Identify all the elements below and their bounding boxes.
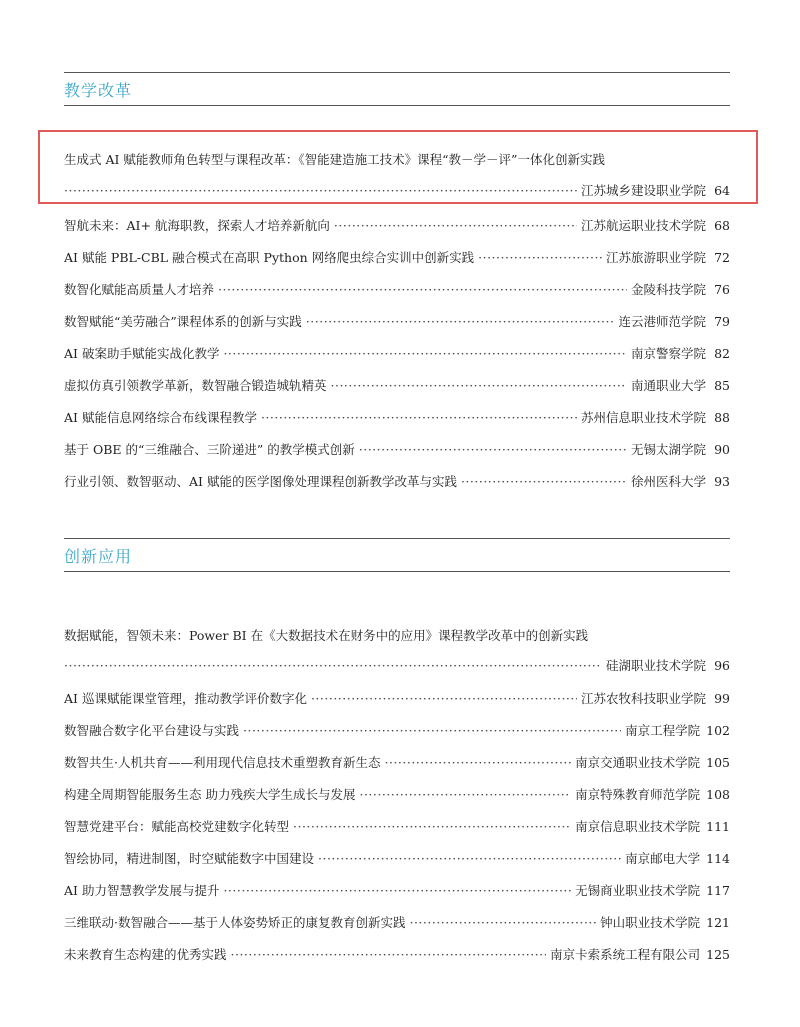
toc-entry-title: AI 助力智慧教学发展与提升 xyxy=(64,883,220,898)
toc-entry[interactable] xyxy=(64,785,730,805)
toc-entry-page: 88 xyxy=(714,410,730,425)
toc-entry[interactable] xyxy=(64,248,730,268)
section-rule xyxy=(64,538,730,539)
toc-entry-page: 108 xyxy=(706,787,730,802)
toc-entry-institution: 江苏旅游职业学院 xyxy=(605,250,706,265)
toc-entry-institution: 江苏城乡建设职业学院 xyxy=(580,183,706,198)
toc-entry[interactable] xyxy=(64,472,730,492)
toc-entry-title: 数智融合数字化平台建设与实践 xyxy=(64,723,240,738)
toc-entry-institution: 苏州信息职业技术学院 xyxy=(580,410,706,425)
toc-entry[interactable] xyxy=(64,344,730,364)
dot-leader xyxy=(64,658,602,673)
toc-entry-institution: 硅湖职业技术学院 xyxy=(605,658,706,673)
toc-entry[interactable] xyxy=(64,376,730,396)
toc-entry-institution: 徐州医科大学 xyxy=(630,474,706,489)
dot-leader xyxy=(243,723,621,738)
dot-leader xyxy=(223,346,627,361)
toc-entry-title: 数智赋能“美劳融合”课程体系的创新与实践 xyxy=(64,314,302,329)
dot-leader xyxy=(223,883,571,898)
section-title: 教学改革 xyxy=(64,81,133,100)
toc-entry-title: 智慧党建平台：赋能高校党建数字化转型 xyxy=(64,819,290,834)
toc-entry-page: 125 xyxy=(706,947,730,962)
toc-entry-institution: 南京工程学院 xyxy=(625,723,701,738)
toc-entry-page: 96 xyxy=(714,658,730,673)
toc-entry-title: 三维联动·数智融合——基于人体姿势矫正的康复教育创新实践 xyxy=(64,915,406,930)
toc-entry[interactable] xyxy=(64,656,730,676)
toc-entry-page: 64 xyxy=(714,183,730,198)
toc-entry[interactable] xyxy=(64,913,730,933)
toc-entry-page: 111 xyxy=(706,819,730,834)
toc-entry-page: 105 xyxy=(706,755,730,770)
toc-entry-title: 未来教育生态构建的优秀实践 xyxy=(64,947,227,962)
toc-entry[interactable] xyxy=(64,408,730,428)
toc-entry-title: 智绘协同，精进制图，时空赋能数字中国建设 xyxy=(64,851,315,866)
toc-entry-title: AI 破案助手赋能实战化教学 xyxy=(64,346,220,361)
section-title: 创新应用 xyxy=(64,547,133,566)
toc-entry-institution: 南京特殊教育师范学院 xyxy=(575,787,701,802)
toc-entry-page: 93 xyxy=(714,474,730,489)
toc-entry-page: 114 xyxy=(706,851,730,866)
dot-leader xyxy=(218,282,627,297)
toc-entry-institution: 南京交通职业技术学院 xyxy=(575,755,701,770)
toc-entry-title[interactable]: 生成式 AI 赋能教师角色转型与课程改革：《智能建造施工技术》课程“教－学－评”一体化创新实践 xyxy=(64,152,605,167)
toc-entry[interactable] xyxy=(64,881,730,901)
toc-entry-institution: 南通职业大学 xyxy=(630,378,706,393)
toc-entry-institution: 南京卡索系统工程有限公司 xyxy=(550,947,701,962)
dot-leader xyxy=(306,314,615,329)
toc-entry-title: AI 赋能信息网络综合布线课程教学 xyxy=(64,410,257,425)
dot-leader xyxy=(293,819,571,834)
toc-entry[interactable] xyxy=(64,440,730,460)
toc-entry[interactable] xyxy=(64,216,730,236)
toc-entry-page: 68 xyxy=(714,218,730,233)
toc-entry[interactable] xyxy=(64,945,730,965)
toc-entry-page: 117 xyxy=(706,883,730,898)
toc-entry-institution: 江苏农牧科技职业学院 xyxy=(580,691,706,706)
dot-leader xyxy=(384,755,571,770)
toc-entry-institution: 南京警察学院 xyxy=(630,346,706,361)
toc-entry-page: 72 xyxy=(714,250,730,265)
toc-entry-institution: 无锡商业职业技术学院 xyxy=(575,883,701,898)
dot-leader xyxy=(64,183,577,198)
toc-entry-title: 行业引领、数智驱动、AI 赋能的医学图像处理课程创新教学改革与实践 xyxy=(64,474,457,489)
toc-entry-page: 121 xyxy=(706,915,730,930)
toc-entry[interactable] xyxy=(64,721,730,741)
dot-leader xyxy=(331,378,627,393)
toc-entry[interactable] xyxy=(64,817,730,837)
toc-entry-institution: 钟山职业技术学院 xyxy=(600,915,701,930)
toc-entry-institution: 连云港师范学院 xyxy=(618,314,706,329)
toc-entry-page: 79 xyxy=(714,314,730,329)
dot-leader xyxy=(359,787,571,802)
toc-entry-title: 智航未来：AI+ 航海职教，探索人才培养新航向 xyxy=(64,218,330,233)
toc-entry-title: 数智化赋能高质量人才培养 xyxy=(64,282,215,297)
section-rule xyxy=(64,105,730,106)
toc-entry-title: AI 巡课赋能课堂管理，推动教学评价数字化 xyxy=(64,691,307,706)
dot-leader xyxy=(359,442,627,457)
dot-leader xyxy=(461,474,627,489)
toc-entry[interactable] xyxy=(64,753,730,773)
section-rule xyxy=(64,72,730,73)
toc-entry-institution: 无锡太湖学院 xyxy=(630,442,706,457)
toc-entry-page: 85 xyxy=(714,378,730,393)
dot-leader xyxy=(261,410,577,425)
toc-entry-title: 基于 OBE 的“三维融合、三阶递进” 的教学模式创新 xyxy=(64,442,355,457)
toc-entry[interactable] xyxy=(64,312,730,332)
toc-entry-title: 虚拟仿真引领教学革新，数智融合锻造城轨精英 xyxy=(64,378,327,393)
dot-leader xyxy=(334,218,577,233)
toc-entry-page: 76 xyxy=(714,282,730,297)
toc-entry-page: 102 xyxy=(706,723,730,738)
toc-entry-title: 数智共生·人机共育——利用现代信息技术重塑教育新生态 xyxy=(64,755,381,770)
toc-entry-page: 82 xyxy=(714,346,730,361)
toc-entry-institution: 金陵科技学院 xyxy=(630,282,706,297)
toc-entry-title: 构建全周期智能服务生态 助力残疾大学生成长与发展 xyxy=(64,787,356,802)
toc-entry-institution: 江苏航运职业技术学院 xyxy=(580,218,706,233)
toc-entry-page: 99 xyxy=(714,691,730,706)
toc-entry-title: AI 赋能 PBL-CBL 融合模式在高职 Python 网络爬虫综合实训中创新实践 xyxy=(64,250,475,265)
dot-leader xyxy=(409,915,596,930)
toc-entry[interactable] xyxy=(64,181,730,201)
toc-entry-page: 90 xyxy=(714,442,730,457)
toc-entry-institution: 南京邮电大学 xyxy=(625,851,701,866)
toc-entry[interactable] xyxy=(64,689,730,709)
section-rule xyxy=(64,571,730,572)
toc-entry[interactable] xyxy=(64,280,730,300)
dot-leader xyxy=(318,851,621,866)
dot-leader xyxy=(478,250,602,265)
dot-leader xyxy=(231,947,547,962)
toc-entry-institution: 南京信息职业技术学院 xyxy=(575,819,701,834)
toc-entry[interactable] xyxy=(64,849,730,869)
dot-leader xyxy=(311,691,577,706)
toc-entry-title[interactable]: 数据赋能，智领未来：Power BI 在《大数据技术在财务中的应用》课程教学改革中的创新实践 xyxy=(64,628,589,643)
